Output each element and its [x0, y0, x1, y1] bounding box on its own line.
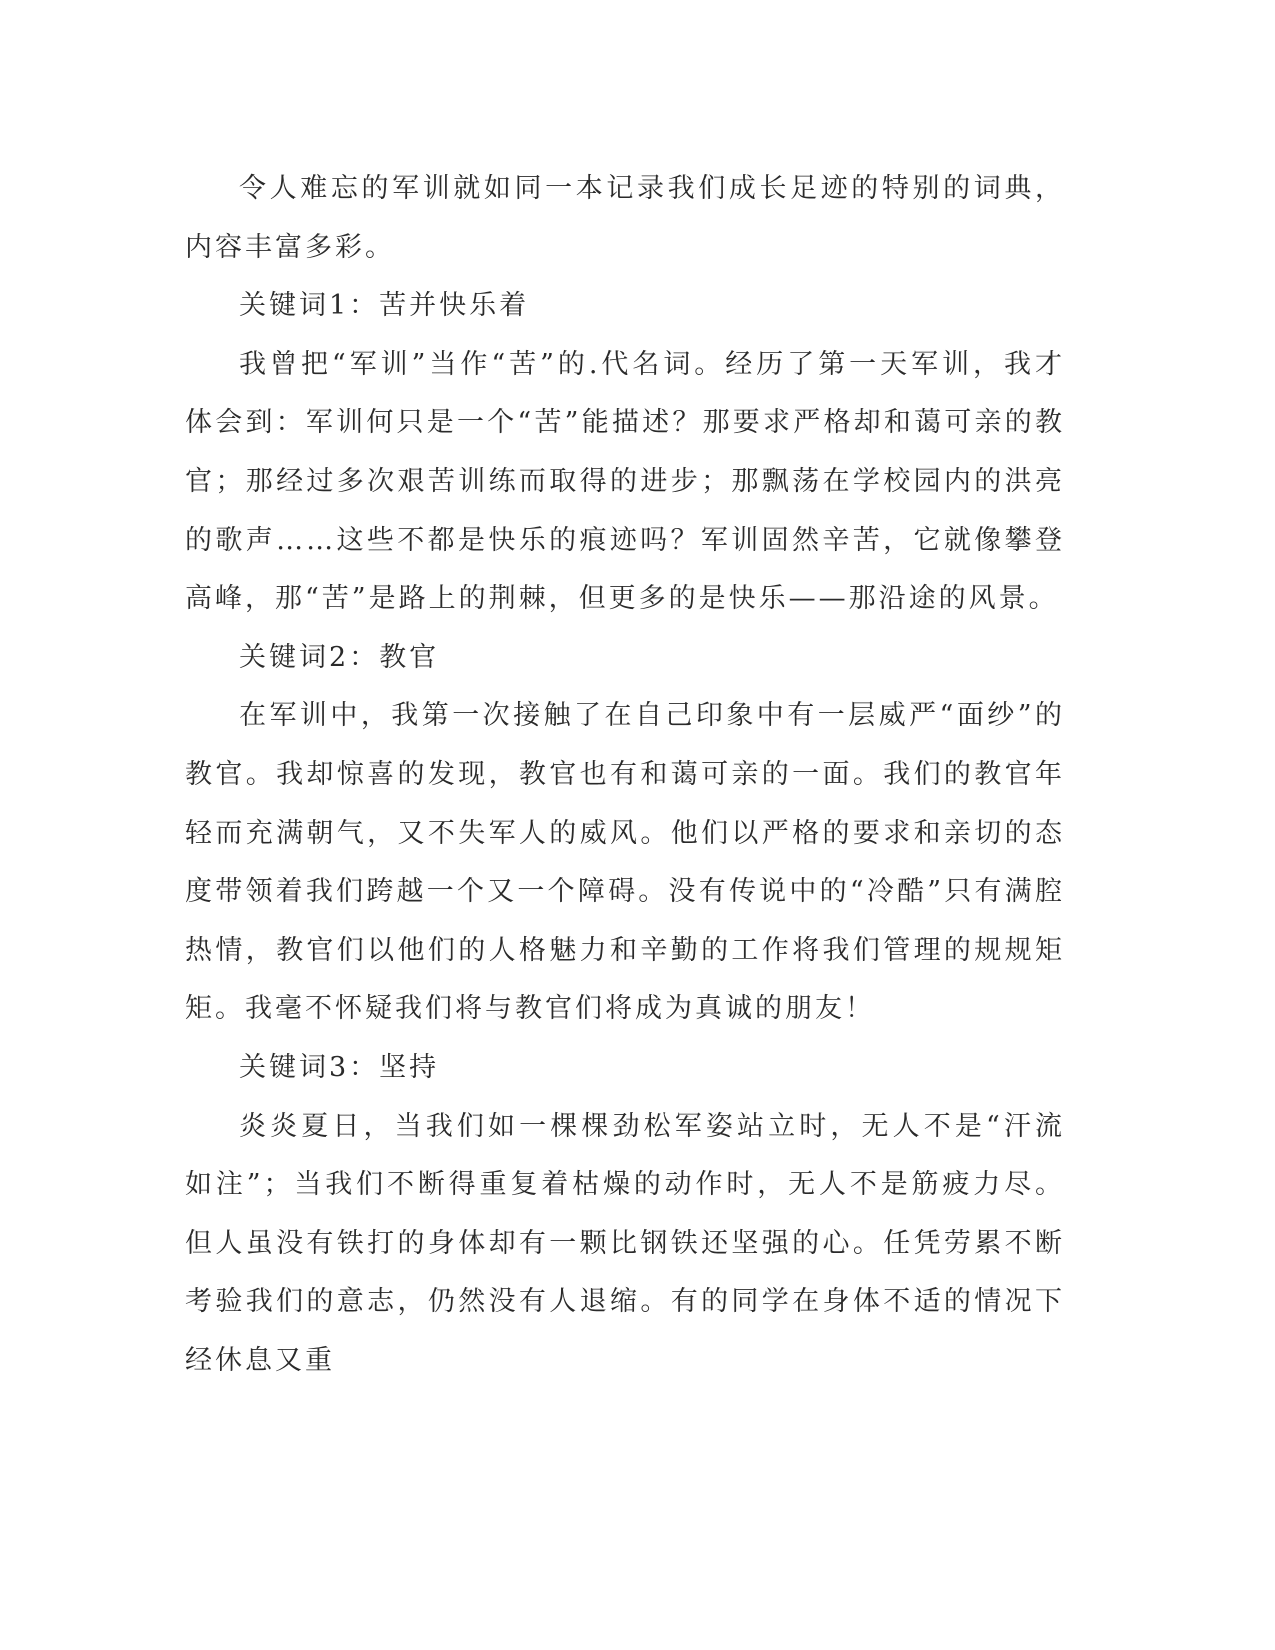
keyword-1-heading: 关键词1：苦并快乐着	[239, 290, 530, 322]
keyword-2-heading: 关键词2：教官	[239, 641, 440, 673]
keyword-3-paragraph: 炎炎夏日，当我们如一棵棵劲松军姿站立时，无人不是“汗流如注”；当我们不断得重复着枯燥的动作时，无人不是筋疲力尽。但人虽没有铁打的身体却有一颗比钢铁还坚强的心。任凭劳累不断考验我们的意志，仍然没有人退缩。有的同学在身体不适的情况下经休息又重	[185, 1110, 1065, 1376]
keyword-3-heading: 关键词3：坚持	[239, 1051, 440, 1083]
document-body	[185, 160, 1065, 1390]
keyword-1-paragraph: 我曾把“军训”当作“苦”的.代名词。经历了第一天军训，我才体会到：军训何只是一个“苦”能描述？那要求严格却和蔼可亲的教官；那经过多次艰苦训练而取得的进步；那飘荡在学校园内的洪亮的歌声……这些不都是快乐的痕迹吗？军训固然辛苦，它就像攀登高峰，那“苦”是路上的荆棘，但更多的是快乐——那沿途的风景。	[185, 348, 1065, 615]
keyword-2-paragraph: 在军训中，我第一次接触了在自己印象中有一层威严“面纱”的教官。我却惊喜的发现，教官也有和蔼可亲的一面。我们的教官年轻而充满朝气，又不失军人的威风。他们以严格的要求和亲切的态度带领着我们跨越一个又一个障碍。没有传说中的“冷酷”只有满腔热情，教官们以他们的人格魅力和辛勤的工作将我们管理的规规矩矩。我毫不怀疑我们将与教官们将成为真诚的朋友！	[185, 700, 1065, 1025]
intro-paragraph: 令人难忘的军训就如同一本记录我们成长足迹的特别的词典，内容丰富多彩。	[185, 173, 1065, 263]
